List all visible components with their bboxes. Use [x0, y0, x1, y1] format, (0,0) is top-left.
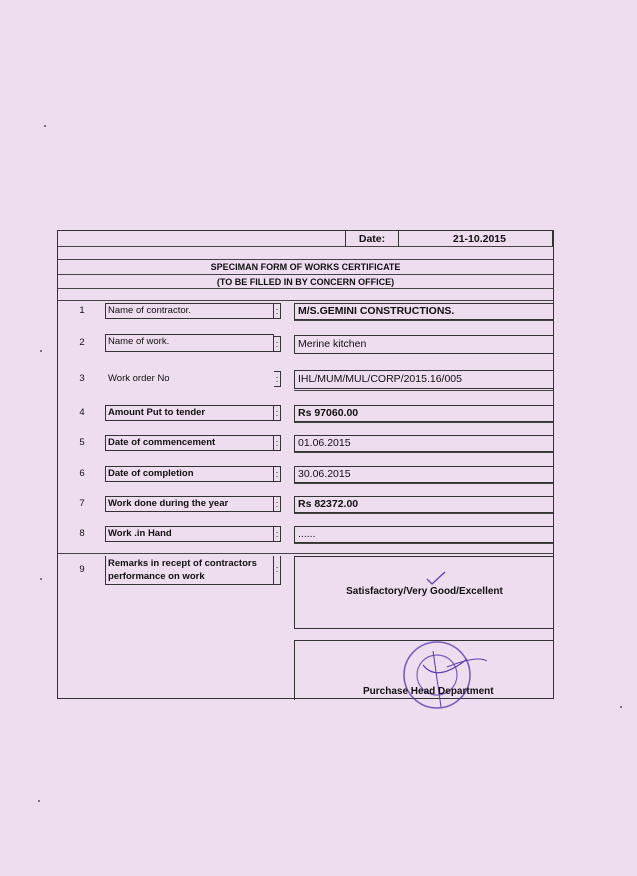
remarks-label-line1: Remarks in recept of contractors: [108, 558, 257, 569]
divider: [58, 274, 553, 275]
row-value: 30.06.2015: [294, 466, 554, 483]
row-label: Name of work.: [105, 334, 274, 352]
signature-box: [294, 640, 554, 700]
row-value: ......: [294, 526, 554, 543]
row-label: Date of commencement: [105, 435, 274, 451]
form-subtitle: (TO BE FILLED IN BY CONCERN OFFICE): [216, 277, 395, 287]
row-number: 2: [79, 337, 85, 348]
row-label: [105, 556, 274, 585]
row-number: 7: [79, 498, 85, 509]
divider: [294, 452, 553, 453]
date-box: [345, 231, 553, 247]
works-certificate-form: [57, 230, 554, 699]
hospital-stamp-icon: [397, 637, 493, 715]
row-colon: :: [274, 435, 281, 451]
row-label: Name of contractor.: [105, 303, 274, 319]
divider: [58, 553, 553, 554]
row-colon: :: [274, 526, 281, 542]
row-value: M/S.GEMINI CONSTRUCTIONS.: [294, 303, 554, 320]
speck: [40, 350, 42, 352]
speck: [38, 800, 40, 802]
divider: [294, 513, 553, 514]
remarks-value: Satisfactory/Very Good/Excellent: [346, 586, 503, 597]
speck: [620, 706, 622, 708]
row-value: Rs 82372.00: [294, 496, 554, 513]
divider: [294, 483, 553, 484]
row-label: Work done during the year: [105, 496, 274, 512]
row-colon: :: [274, 405, 281, 421]
row-value: Rs 97060.00: [294, 405, 554, 422]
row-value: Merine kitchen: [294, 335, 554, 354]
date-value: 21-10.2015: [452, 233, 506, 245]
row-colon: :: [274, 496, 281, 512]
form-title: SPECIMAN FORM OF WORKS CERTIFICATE: [210, 262, 401, 272]
speck: [44, 125, 46, 127]
row-label: Date of completion: [105, 466, 274, 482]
row-label: Amount Put to tender: [105, 405, 274, 421]
divider: [294, 390, 553, 391]
divider: [58, 288, 553, 289]
row-colon: :: [274, 303, 281, 319]
row-number: 5: [79, 437, 85, 448]
divider: [294, 543, 553, 544]
row-label: Work .in Hand: [105, 526, 274, 542]
date-label: Date:: [346, 231, 399, 247]
row-number: 6: [79, 468, 85, 479]
divider: [58, 259, 553, 260]
divider: [58, 300, 553, 301]
row-value: 01.06.2015: [294, 435, 554, 452]
checkmark-icon: [426, 571, 446, 585]
row-number: 1: [79, 305, 85, 316]
remarks-value-box: [294, 556, 554, 629]
divider: [58, 246, 553, 247]
signature-label: Purchase Head Department: [363, 686, 494, 697]
row-value: IHL/MUM/MUL/CORP/2015.16/005: [294, 370, 554, 389]
remarks-label-line2: performance on work: [108, 571, 205, 582]
speck: [40, 578, 42, 580]
divider: [294, 320, 553, 321]
row-colon: :: [274, 336, 281, 352]
row-label: Work order No: [108, 373, 170, 384]
row-number: 4: [79, 407, 85, 418]
row-number: 3: [79, 373, 85, 384]
row-number: 8: [79, 528, 85, 539]
row-colon: :: [274, 466, 281, 482]
row-number: 9: [79, 564, 85, 575]
row-colon: :: [274, 556, 281, 585]
divider: [294, 422, 553, 423]
row-colon: :: [274, 371, 281, 387]
